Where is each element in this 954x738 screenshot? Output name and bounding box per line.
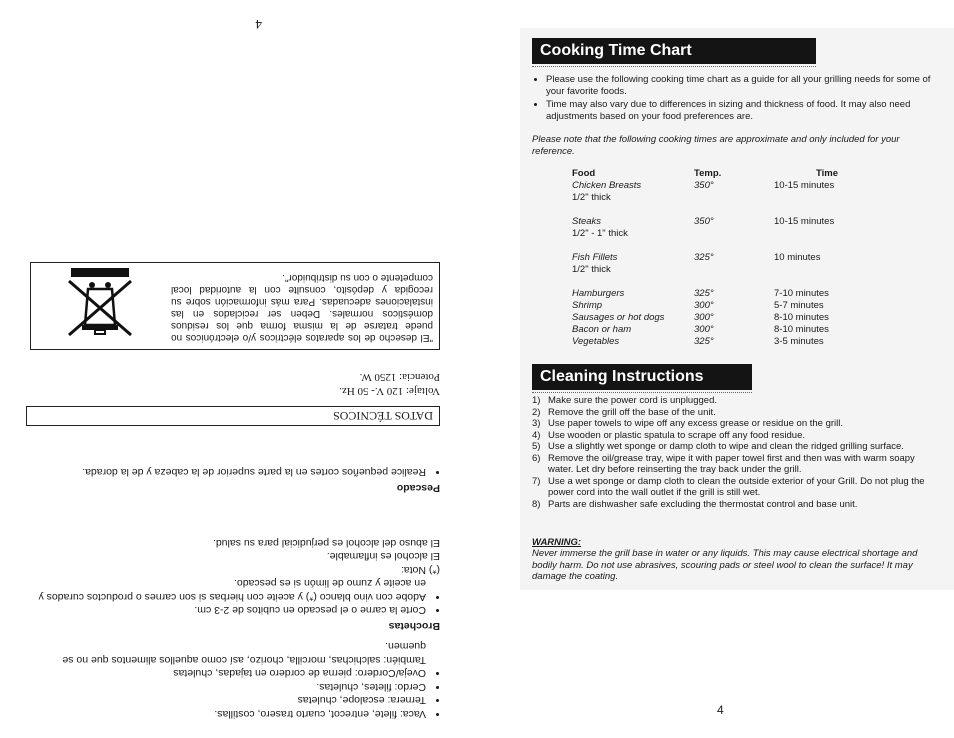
guide-bullets [532,74,940,124]
table-row [572,312,868,324]
time-cell: 10-15 minutes [774,180,835,191]
temp-cell: 350° [694,180,714,191]
thickness-cell: 1/2" thick [572,264,611,275]
voltage-line: Voltaje: 120 V.- 50 Hz. [339,385,440,397]
time-cell: 3-5 minutes [774,336,824,347]
temp-cell: 325° [694,252,714,263]
food-cell: Bacon or ham [572,324,632,335]
nota-line: El alcohol es inflamable. [326,550,440,563]
step-number: 6) [532,452,541,464]
step-number: 3) [532,418,541,429]
nota-line: El abuso del alcohol es perjudicial para su salud. [212,537,440,549]
crossed-out-bin-icon [63,267,137,341]
step-text: Make sure the power cord is unplugged. [548,395,717,406]
food-cell: Shrimp [572,300,603,311]
step-text: Parts are dishwasher safe excluding the thermostat control and base unit. [548,498,858,510]
table-header [572,168,868,180]
table-row-detail [572,228,868,240]
brochetas-heading: Brochetas [388,620,440,632]
time-cell: 5-7 minutes [774,300,824,311]
list-item [532,476,926,499]
time-cell: 10-15 minutes [774,216,835,227]
food-cell: Hamburgers [572,288,625,299]
step-number: 4) [532,429,541,441]
meat-note: También: salchichas, morcilla, chorizo, así como aquellos alimentos que no se quemen. [62,640,426,666]
list-item [532,430,926,442]
table-row [572,300,868,312]
weee-notice-box [30,262,440,350]
step-number: 5) [532,441,541,452]
list-item: • Cerdo: filetes, chuletas. [30,680,426,694]
reference-note: Please note that the following cooking times are approximate and only included for your reference. [532,134,900,157]
list-item: • Corte la carne o el pescado en cubitos de 2-3 cm. [30,603,426,617]
cooking-time-table [572,168,868,348]
warning-label: WARNING: [532,537,582,548]
left-page-number: 4 [255,17,262,32]
step-text: Remove the grill off the base of the unit. [548,406,716,418]
step-text: Use paper towels to wipe off any excess grease or residue on the grill. [548,418,844,429]
food-cell: Vegetables [572,336,620,347]
cleaning-instructions-title: Cleaning Instructions [532,364,752,390]
temp-cell: 300° [694,300,714,311]
list-item: • Please use the following cooking time chart as a guide for all your grilling needs for some of your favorite foods. [546,74,940,97]
list-item: • Adobe con vino blanco (*) y aceite con hierbas si son carnes o productos curados y en aceite y zumo de limón si es pescado. [30,576,426,603]
table-row-detail [572,192,868,204]
food-cell: Sausages or hot dogs [572,312,665,323]
step-text: Use a slightly wet sponge or damp cloth to wipe and clean the ridged grilling surface. [548,441,904,452]
temp-cell: 300° [694,324,714,335]
cooking-time-chart-title: Cooking Time Chart [532,38,816,64]
weee-notice-text: "El desecho de los aparatos eléctricos y/o electrónicos no puede tratarse de la misma forma que los residuos domésticos normales. Deben ser reciclados en las instalaciones adecuadas. Para más información sobre su recogida y depósito, consulte con la autoridad local competente o con su distribuidor". [171,272,433,343]
brochetas-section [30,536,440,633]
step-number: 1) [532,395,541,406]
list-item: • Ternera: escalope, chuletas [30,693,426,707]
list-item [532,407,926,419]
table-row [572,324,868,336]
food-cell: Fish Fillets [572,252,618,263]
cleaning-steps [532,395,926,510]
table-row [572,288,868,300]
datos-tecnicos-heading: DATOS TÉCNICOS [26,406,440,426]
thickness-cell: 1/2" - 1" thick [572,228,628,239]
list-item [532,395,926,407]
temp-cell: 300° [694,312,714,323]
table-row [572,252,868,264]
temp-cell: 350° [694,216,714,227]
pescado-section [30,465,440,494]
step-number: 8) [532,498,541,510]
warning-text: Never immerse the grill base in water or any liquids. This may cause electrical shortage and bodily harm. Do not use abrasives, scouring pads or steel wool to clean the surface! It may damage the coating. [532,548,918,582]
step-text: Use wooden or plastic spatula to scrape off any food residue. [548,429,806,441]
pescado-heading: Pescado [396,482,440,494]
meat-section [30,639,440,720]
header-food: Food [572,168,596,179]
nota-label: (*) Nota: [400,564,440,576]
list-item [532,441,926,453]
food-cell: Chicken Breasts [572,180,642,191]
step-text: Remove the oil/grease tray, wipe it with paper towel first and then was with warm soapy water. Let dry before reinserting the tray back under the grill. [548,452,915,475]
table-row-detail [572,264,868,276]
step-text: Use a wet sponge or damp cloth to clean the outside exterior of your Grill. Do not plug the power cord into the wall outlet if the grill is still wet. [548,475,925,498]
list-item: • Time may also vary due to differences in sizing and thickness of food. It may also need adjustments based on your food preferences are. [546,99,940,122]
step-number: 2) [532,406,541,418]
right-page-number: 4 [717,703,724,717]
power-line: Potencia: 1250 W. [359,371,440,383]
time-cell: 7-10 minutes [774,288,829,299]
list-item [532,418,926,430]
thickness-cell: 1/2" thick [572,192,611,203]
technical-data [339,370,440,398]
header-temp: Temp. [694,168,722,179]
table-row [572,336,868,348]
list-item: • Realice pequeños cortes en la parte superior de la cabeza y de la dorada. [30,465,426,479]
header-time: Time [816,168,839,179]
list-item: • Oveja/Cordero: pierna de cordero en tajadas, chuletas [30,666,426,680]
list-item [532,499,926,511]
temp-cell: 325° [694,336,714,347]
time-cell: 8-10 minutes [774,312,829,323]
time-cell: 10 minutes [774,252,821,263]
list-item [532,453,926,476]
temp-cell: 325° [694,288,714,299]
table-row [572,216,868,228]
time-cell: 8-10 minutes [774,324,829,335]
list-item: • Vaca: filete, entrecot, cuarto trasero, costillas. [30,707,426,721]
table-row [572,180,868,192]
step-number: 7) [532,475,541,487]
food-cell: Steaks [572,216,602,227]
